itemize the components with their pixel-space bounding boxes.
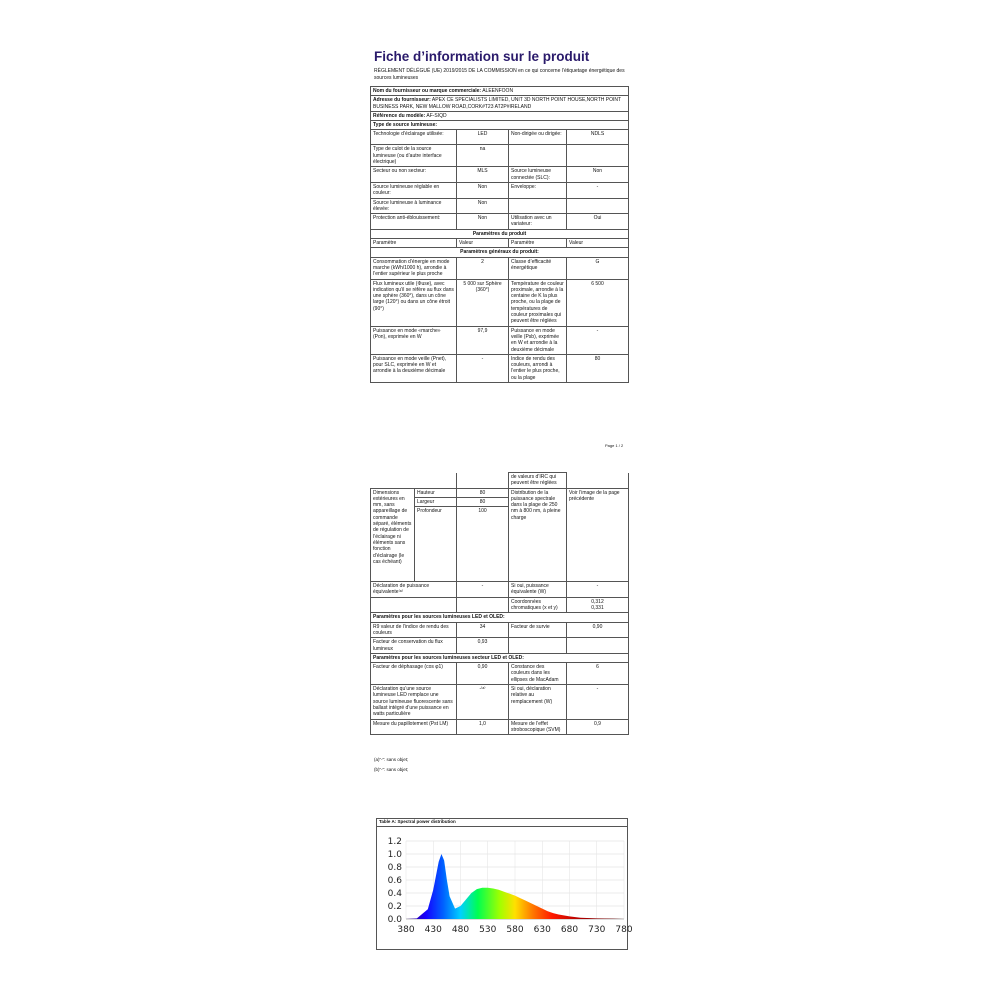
- table-row: Largeur 80: [371, 497, 629, 506]
- table-header-row: Paramètre Valeur Paramètre Valeur: [371, 239, 629, 248]
- table-row: Secteur ou non secteur: MLS Source lumineuse connectée (SLC): Non: [371, 167, 629, 183]
- table-row: Puissance en mode veille (Pnet), pour SLC, exprimée en W et arrondie à la deuxième décimale - Indice de rendu des couleurs, arrondi à l’entier le plus proche, ou la plage 80: [371, 354, 629, 382]
- table-row: Protection anti-éblouissement: Non Utilisation avec un variateur: Oui: [371, 214, 629, 230]
- type-section-title: Type de source lumineuse:: [371, 121, 629, 130]
- table-row: Type de culot de la source lumineuse (ou d’autre interface électrique) na: [371, 145, 629, 167]
- table-row: Consommation d’énergie en mode marche (kWh/1000 h), arrondie à l’entier supérieur le plus proche 2 Classe d’efficacité énergétique G: [371, 257, 629, 279]
- x-tick-label: 780: [615, 925, 633, 935]
- supplier-address-row: Adresse du fournisseur: APEX CE SPECIALISTS LIMITED, UNIT 3D NORTH POINT HOUSE,NORTH POINT BUSINESS PARK, NEW MALLOW ROAD,CORK#T23 AT2P#IRELAND: [371, 96, 629, 112]
- table-row: Source lumineuse à luminance élevée: Non: [371, 198, 629, 214]
- x-tick-label: 430: [424, 925, 442, 935]
- table-row: Facteur de déphasage (cos φ1) 0,90 Constance des couleurs dans les ellipses de MacAdam 6: [371, 663, 629, 685]
- model-reference-row: Référence du modèle: AF-SIQD: [371, 111, 629, 120]
- footnote-a: (a)“-”: sans objet;: [374, 757, 409, 762]
- product-info-table-continued: [370, 472, 629, 735]
- supplier-name-row: Nom du fournisseur ou marque commerciale: ALEENFOON: [371, 87, 629, 96]
- table-row: de valeurs d’IRC qui peuvent être réglées: [371, 473, 629, 489]
- product-info-table: [370, 86, 629, 383]
- spectral-power-chart: [376, 827, 633, 949]
- y-tick-label: 0.6: [387, 876, 402, 886]
- x-axis: [397, 925, 632, 935]
- chart-title: Table A: Spectral power distribution: [376, 818, 628, 827]
- x-tick-label: 530: [479, 925, 497, 935]
- regulation-reference: RÈGLEMENT DÉLÉGUÉ (UE) 2019/2015 DE LA COMMISSION en ce qui concerne l’étiquetage énergétique des sources lumineuses: [374, 68, 625, 81]
- table-row: Puissance en mode «marche» (Pon), exprimée en W 97,9 Puissance en mode veille (Psb), exprimée en W et arrondie à la deuxième décimale -: [371, 326, 629, 354]
- x-tick-label: 630: [533, 925, 551, 935]
- table-row: Déclaration de puissance équivalente⁽ᵃ⁾ - Si oui, puissance équivalente (W) -: [371, 582, 629, 598]
- general-params-title: Paramètres généraux du produit:: [371, 248, 629, 257]
- product-params-title: Paramètres du produit: [371, 229, 629, 238]
- table-row: Déclaration qu’une source lumineuse LED remplace une source lumineuse fluorescente sans ballast intégré d’une puissance en watts particulière -⁽ᵃ⁾ Si oui, déclaration relative au remplacement (W) -: [371, 685, 629, 719]
- y-axis: [388, 837, 403, 925]
- table-row: Coordonnées chromatiques (x et y) 0,312 0,331: [371, 597, 629, 613]
- table-row: Technologie d’éclairage utilisée: LED Non-dirigée ou dirigée: NDLS: [371, 130, 629, 145]
- table-row: Mesure du papillotement (Pst LM) 1,0 Mesure de l’effet stroboscopique (SVM) 0,9: [371, 719, 629, 735]
- table-row: Facteur de conservation du flux lumineux 0,93: [371, 638, 629, 654]
- x-tick-label: 730: [588, 925, 606, 935]
- table-row: R9 valeur de l’indice de rendu des couleurs 34 Facteur de survie 0,90: [371, 622, 629, 638]
- document-title: Fiche d’information sur le produit: [374, 49, 590, 64]
- y-tick-label: 0.2: [387, 902, 402, 912]
- x-tick-label: 480: [451, 925, 470, 935]
- y-tick-label: 0.4: [387, 889, 402, 899]
- page-number: Page 1 / 2: [605, 443, 624, 448]
- y-tick-label: 0.0: [387, 915, 402, 925]
- table-row: Source lumineuse réglable en couleur: Non Enveloppe: -: [371, 182, 629, 198]
- x-tick-label: 380: [397, 925, 415, 935]
- x-tick-label: 680: [560, 925, 579, 935]
- led-params-title: Paramètres pour les sources lumineuses LED et OLED:: [371, 613, 629, 622]
- y-tick-label: 1.2: [387, 837, 402, 847]
- table-row: Flux lumineux utile (Φuse), avec indication qu’il se réfère au flux dans une sphère (360°), dans un cône large (120°) ou dans un cône étroit (90°) 5 000 sur Sphère (360°) Température de couleur proximale, arrondie à la centaine de K la plus proche, ou la plage de températures de couleur proximales qui peuvent être réglées 6 500: [371, 279, 629, 326]
- x-tick-label: 580: [506, 925, 524, 935]
- y-tick-label: 1.0: [387, 850, 402, 860]
- footnote-b: (b)“-”: sans objet;: [374, 767, 409, 772]
- table-row: Profondeur 100: [371, 507, 629, 582]
- table-row: Dimensions extérieures en mm, sans appareillage de commande séparé, éléments de régulation de l’éclairage ni éléments sans fonction d’éclairage (le cas échéant) Hauteur 80 Distribution de la puissance spectrale dans la plage de 250 nm à 800 nm, à pleine charge Voir l’image de la page précédente: [371, 488, 629, 497]
- mains-params-title: Paramètres pour les sources lumineuses secteur LED et OLED:: [371, 653, 629, 662]
- y-tick-label: 0.8: [387, 863, 402, 873]
